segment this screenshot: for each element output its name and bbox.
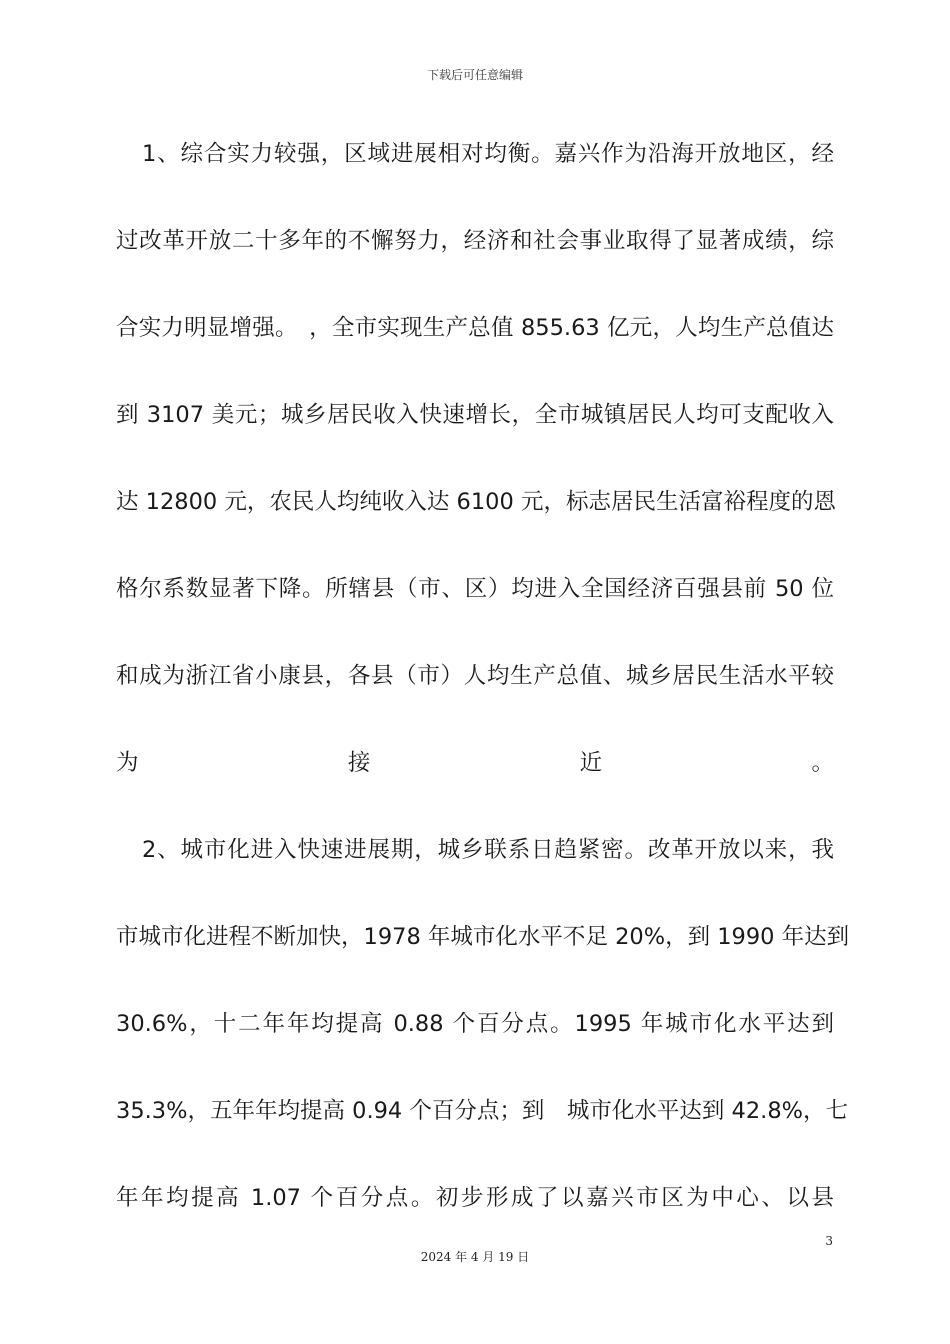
- paragraph-2-line: 2、城市化进入快速进展期，城乡联系日趋紧密。改革开放以来，我: [142, 837, 834, 863]
- paragraph-1-line: 和成为浙江省小康县，各县（市）人均生产总值、城乡居民生活水平较: [116, 663, 834, 689]
- paragraph-1-line: 到 3107 美元；城乡居民收入快速增长，全市城镇居民人均可支配收入: [116, 402, 834, 428]
- page-number: 3: [825, 1234, 833, 1248]
- paragraph-2-line: 35.3%，五年年均提高 0.94 个百分点；到 城市化水平达到 42.8%，七: [116, 1098, 849, 1124]
- paragraph-1-line: 达 12800 元，农民人均纯收入达 6100 元，标志居民生活富裕程度的恩: [116, 489, 836, 515]
- paragraph-1-line: 合实力明显增强。 ，全市实现生产总值 855.63 亿元，人均生产总值达: [116, 315, 834, 341]
- paragraph-2-line: 年年均提高 1.07 个百分点。初步形成了以嘉兴市区为中心、以县: [116, 1185, 834, 1211]
- spread-char: 。: [811, 750, 834, 776]
- page-footer-date: 2024 年 4 月 19 日: [420, 1250, 530, 1264]
- paragraph-1-line: 1、综合实力较强，区域进展相对均衡。嘉兴作为沿海开放地区，经: [142, 141, 834, 167]
- paragraph-1-last-line: [116, 740, 834, 827]
- document-body: [116, 131, 850, 1262]
- spread-char: 为: [116, 750, 139, 776]
- spread-char: 接: [347, 750, 371, 776]
- page-header: 下载后可任意编辑: [426, 68, 523, 82]
- paragraph-2-line: 30.6%，十二年年均提高 0.88 个百分点。1995 年城市化水平达到: [116, 1011, 834, 1037]
- paragraph-1-line: 过改革开放二十多年的不懈努力，经济和社会事业取得了显著成绩，综: [116, 228, 834, 254]
- spread-char: 近: [579, 750, 603, 776]
- paragraph-2-line: 市城市化进程不断加快，1978 年城市化水平不足 20%，到 1990 年达到: [116, 924, 850, 950]
- paragraph-1-line: 格尔系数显著下降。所辖县（市、区）均进入全国经济百强县前 50 位: [116, 576, 834, 602]
